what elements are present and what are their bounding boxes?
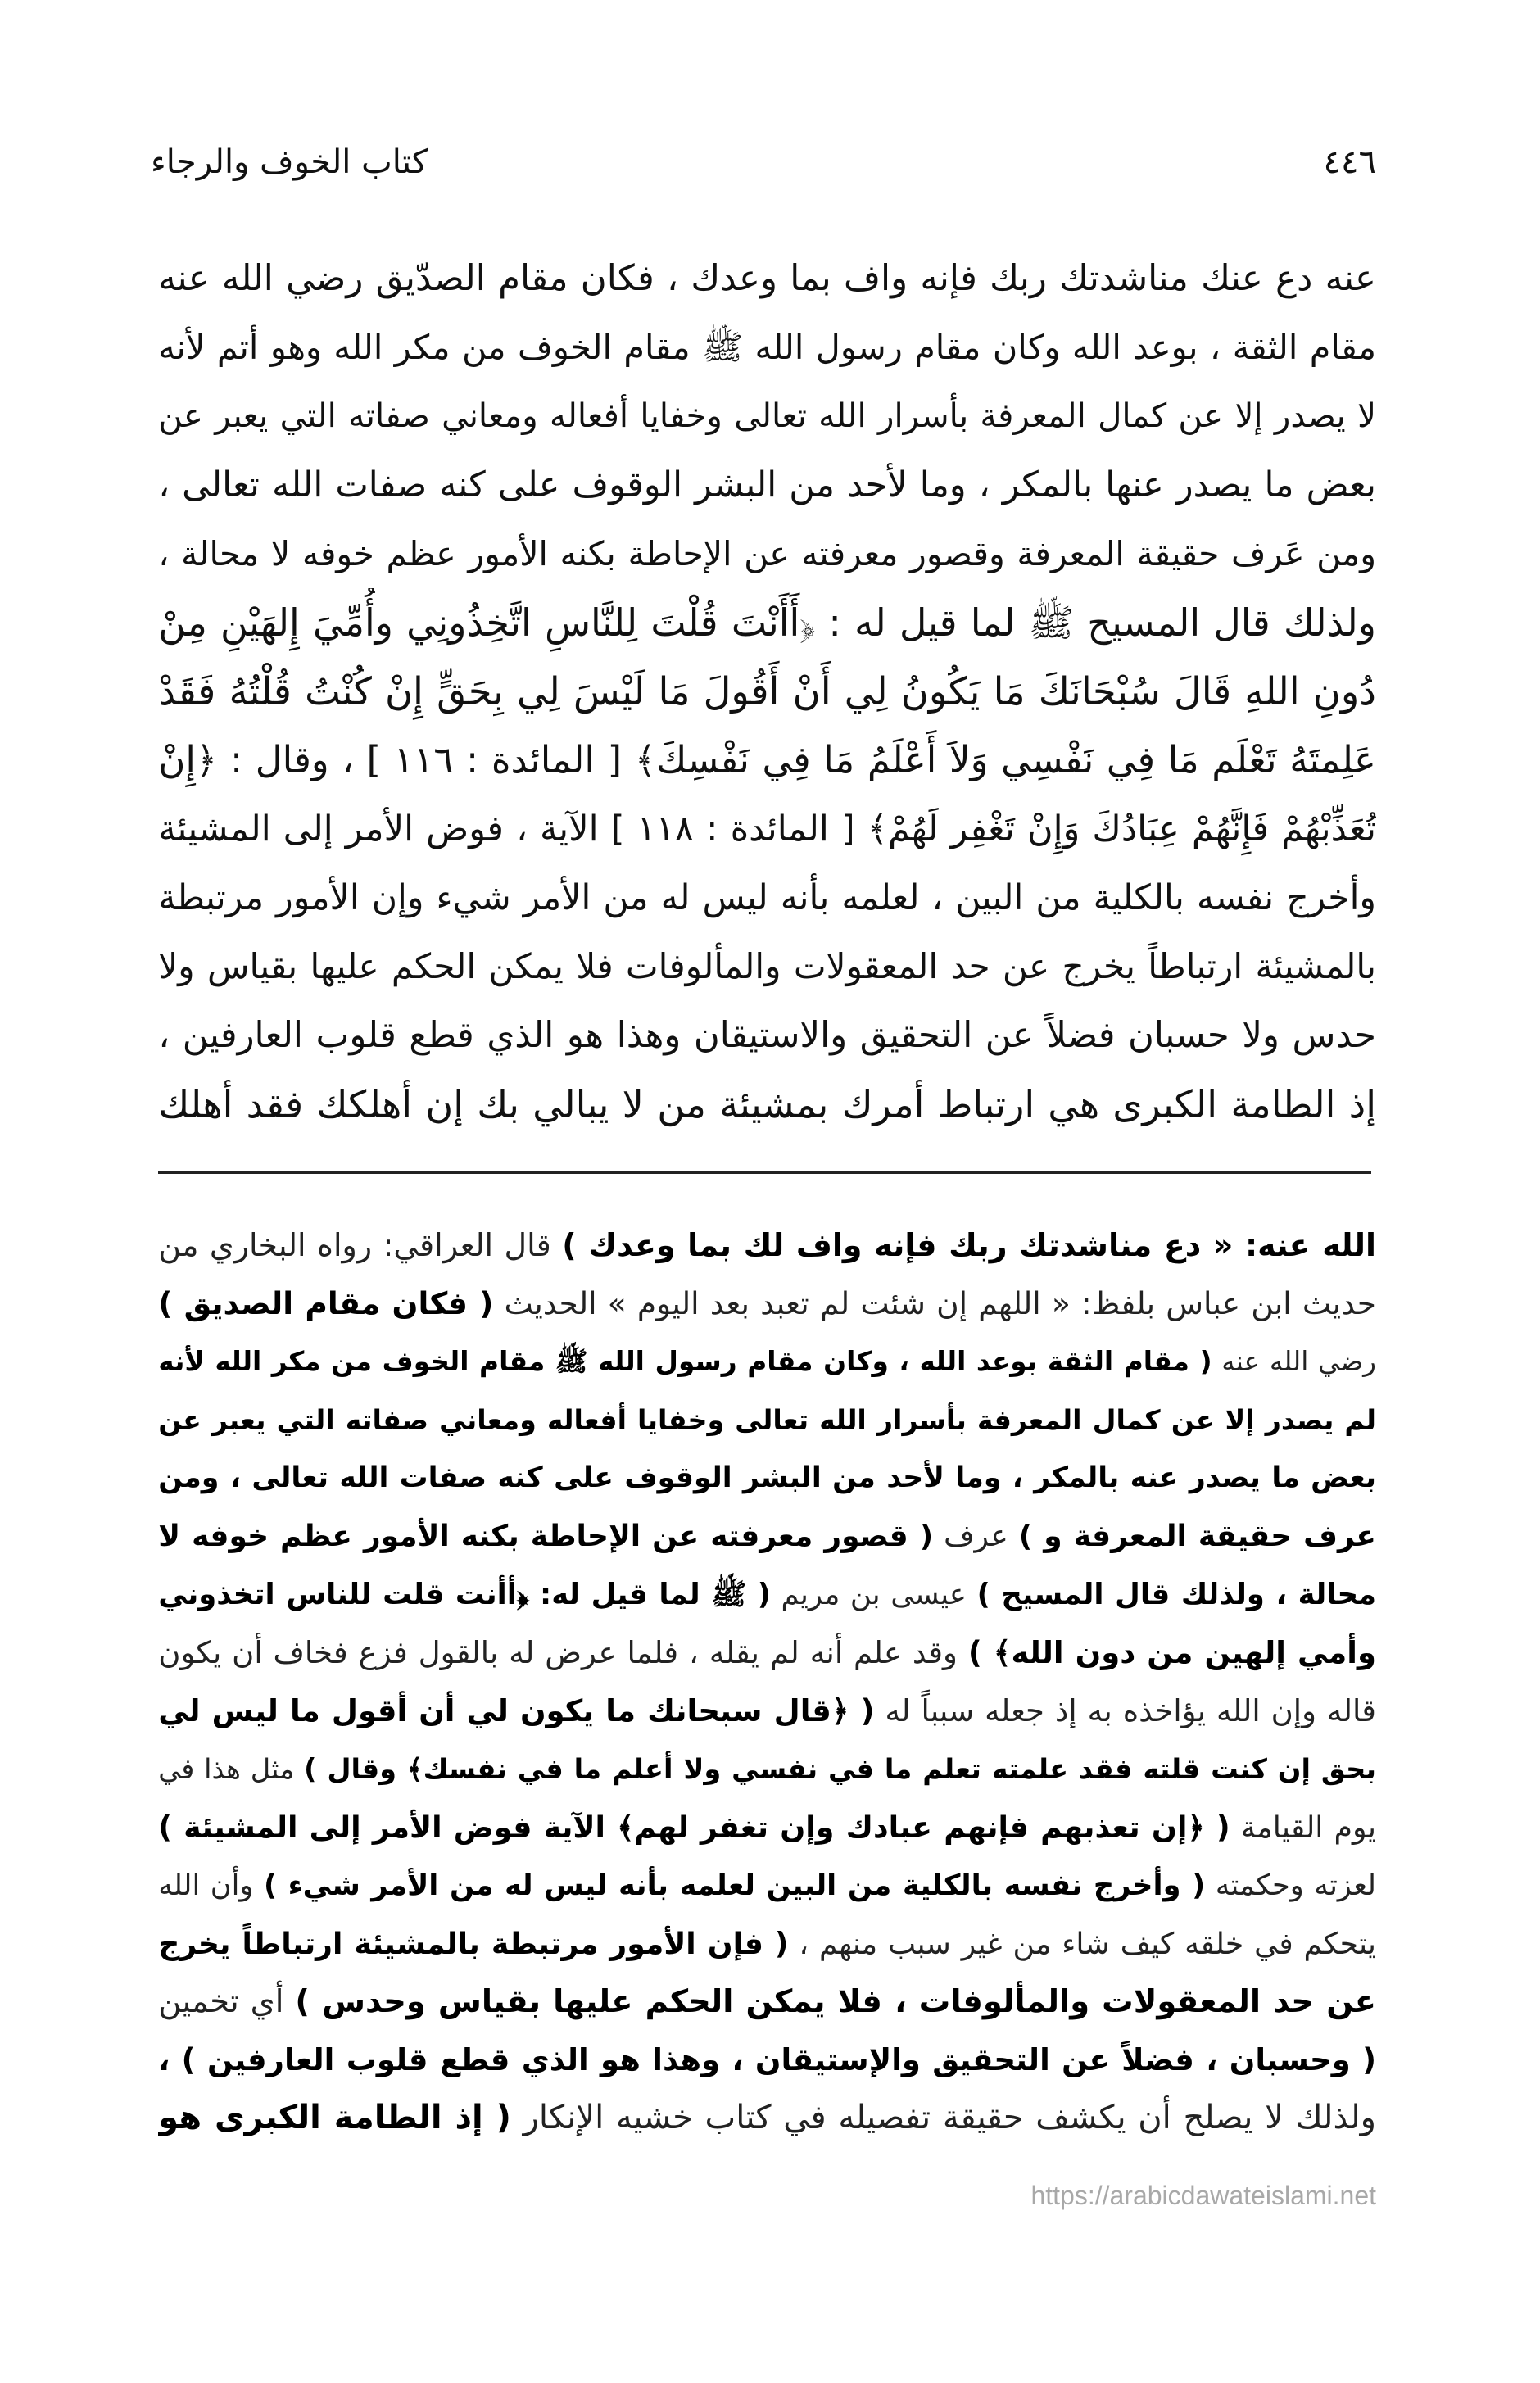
main-text-line-content: بالمشيئة ارتباطاً يخرج عن حد المعقولات والمألوفات فلا يمكن الحكم عليها بقياس ولا <box>158 946 1376 986</box>
main-text-line-content: وأخرج نفسه بالكلية من البين ، لعلمه بأنه ليس له من الأمر شيء وإن الأمور مرتبطة <box>158 877 1376 918</box>
quoted-text: ( ﴿إن تعذبهم فإنهم عبادك وإن تغفر لهم﴾ الآية فوض الأمر إلى المشيئة ) <box>158 1810 1230 1845</box>
main-text-line-content: مقام الثقة ، بوعد الله وكان مقام رسول الله ﷺ مقام الخوف من مكر الله وهو أتم لأنه <box>158 328 1376 367</box>
main-text-line <box>158 863 1376 932</box>
quoted-text: بحق إن كنت قلته فقد علمته تعلم ما في نفسي ولا أعلم ما في نفسك﴾ وقال ) <box>304 1753 1376 1785</box>
footnote-line <box>158 1333 1376 1391</box>
footnote-line <box>158 1973 1376 2031</box>
page-number: ٤٤٦ <box>1323 143 1376 181</box>
commentary-text: عرف <box>944 1520 1008 1553</box>
commentary-text: يتحكم في خلقه كيف شاء من غير سبب منهم ، <box>799 1926 1376 1961</box>
main-text-line <box>158 726 1376 795</box>
footnote-line <box>158 1507 1376 1565</box>
footnote-line <box>158 1216 1376 1275</box>
footnote-line <box>158 1624 1376 1682</box>
quoted-text: ( وحسبان ، فضلاً عن التحقيق والإستيقان ، وهذا هو الذي قطع قلوب العارفين ) ، <box>158 2042 1376 2077</box>
quoted-text: عرف حقيقة المعرفة و ) <box>1018 1520 1376 1553</box>
page-header <box>151 139 1376 185</box>
main-text-line <box>158 244 1376 313</box>
main-text-line <box>158 588 1376 657</box>
quoted-text: ( ﴿قال سبحانك ما يكون لي أن أقول ما ليس لي <box>158 1693 875 1728</box>
footnote-line <box>158 1449 1376 1507</box>
footnote-line <box>158 1565 1376 1624</box>
commentary-text: يوم القيامة <box>1240 1810 1376 1845</box>
commentary-text: رضي الله عنه <box>1221 1346 1376 1377</box>
footnote-line <box>158 1856 1376 1914</box>
quoted-text: لم يصدر إلا عن كمال المعرفة بأسرار الله تعالى وخفايا أفعاله ومعاني صفاته التي يعبر عن <box>158 1404 1376 1436</box>
commentary-text: عيسى بن مريم <box>781 1578 967 1611</box>
footnote-line <box>158 2089 1376 2147</box>
footnote-line <box>158 1682 1376 1740</box>
quoted-text: عن حد المعقولات والمألوفات ، فلا يمكن الحكم عليها بقياس وحدس ) <box>295 1983 1376 2020</box>
quoted-text: ( ﷺ لما قيل له: ﴿أأنت قلت للناس اتخذوني <box>158 1578 771 1611</box>
footnote-line <box>158 1798 1376 1856</box>
main-text-line <box>158 313 1376 382</box>
main-text-line <box>158 1001 1376 1070</box>
main-text-line <box>158 451 1376 519</box>
quoted-text: ( فإن الأمور مرتبطة بالمشيئة ارتباطاً يخرج <box>158 1926 789 1961</box>
footnote-line <box>158 1740 1376 1798</box>
footnote-line <box>158 1914 1376 1973</box>
main-text-line-content: إذ الطامة الكبرى هي ارتباط أمرك بمشيئة من لا يبالي بك إن أهلكك فقد أهلك <box>158 1082 1376 1126</box>
main-text-line-content: بعض ما يصدر عنها بالمكر ، وما لأحد من البشر الوقوف على كنه صفات الله تعالى ، <box>158 464 1376 505</box>
main-text-line-content: دُونِ اللهِ قَالَ سُبْحَانَكَ مَا يَكُونُ لِي أَنْ أَقُولَ مَا لَيْسَ لِي بِحَقٍّ إِنْ كُنْتُ قُلْتُهُ فَقَدْ <box>158 669 1376 714</box>
commentary-text: مثل هذا في <box>158 1753 295 1785</box>
commentary-text: وأن الله <box>158 1869 254 1902</box>
footnote-line <box>158 2031 1376 2089</box>
quoted-text: ( قصور معرفته عن الإحاطة بكنه الأمور عظم خوفه لا <box>158 1520 934 1553</box>
quoted-text: ( وأخرج نفسه بالكلية من البين لعلمه بأنه ليس له من الأمر شيء ) <box>263 1869 1206 1902</box>
commentary-text: وقد علم أنه لم يقله ، فلما عرض له بالقول فزع فخاف أن يكون <box>158 1635 958 1670</box>
commentary-text: حديث ابن عباس بلفظ: « اللهم إن شئت لم تعبد بعد اليوم » الحديث <box>504 1285 1376 1321</box>
footnote-separator <box>158 1171 1371 1174</box>
commentary-text: قاله وإن الله يؤاخذه به إذ جعله سبباً له <box>885 1693 1376 1728</box>
commentary-footnote <box>158 1216 1376 2147</box>
commentary-text: لعزته وحكمته <box>1215 1869 1376 1902</box>
commentary-text: قال العراقي: رواه البخاري من <box>158 1227 551 1263</box>
main-text-line <box>158 519 1376 588</box>
quoted-text: ( إذ الطامة الكبرى هو <box>158 2099 511 2136</box>
quoted-text: الله عنه: « دع مناشدتك ربك فإنه واف لك بما وعدك ) <box>562 1227 1376 1263</box>
main-text-line-content: حدس ولا حسبان فضلاً عن التحقيق والاستيقان وهذا هو الذي قطع قلوب العارفين ، <box>158 1015 1376 1056</box>
watermark-url: https://arabicdawateislami.net <box>1030 2181 1376 2210</box>
main-text-line <box>158 382 1376 451</box>
main-text-line <box>158 1070 1376 1139</box>
main-text-line <box>158 932 1376 1001</box>
quoted-text: محالة ، ولذلك قال المسيح ) <box>976 1578 1376 1611</box>
book-title: كتاب الخوف والرجاء <box>151 143 428 181</box>
main-text-line-content: لا يصدر إلا عن كمال المعرفة بأسرار الله تعالى وخفايا أفعاله ومعاني صفاته التي يعبر عن <box>158 396 1376 435</box>
footnote-line <box>158 1275 1376 1333</box>
main-text-line-content: عَلِمتَهُ تَعْلَم مَا فِي نَفْسِي وَلاَ أَعْلَمُ مَا فِي نَفْسِكَ﴾ [ المائدة : ١١٦ ] ، وقال : ﴿إِنْ <box>158 738 1376 781</box>
main-text-line-content: ولذلك قال المسيح ﷺ لما قيل له : ﴿أَأَنْتَ قُلْتَ لِلنَّاسِ اتَّخِذُونِي وأُمِّيَ إِلهَيْنِ مِنْ <box>158 600 1376 645</box>
quoted-text: وأمي إلهين من دون الله﴾ ) <box>967 1635 1376 1670</box>
commentary-text: أي تخمين <box>158 1983 284 2020</box>
main-text-line <box>158 657 1376 726</box>
main-text-line <box>158 795 1376 863</box>
main-text <box>158 244 1376 1139</box>
footnote-line <box>158 1391 1376 1449</box>
main-text-line-content: ومن عَرف حقيقة المعرفة وقصور معرفته عن الإحاطة بكنه الأمور عظم خوفه لا محالة ، <box>158 534 1376 573</box>
main-text-line-content: عنه دع عنك مناشدتك ربك فإنه واف بما وعدك ، فكان مقام الصدّيق رضي الله عنه <box>158 258 1376 299</box>
commentary-text: ولذلك لا يصلح أن يكشف حقيقة تفصيله في كتاب خشيه الإنكار <box>523 2099 1376 2136</box>
quoted-text: ( مقام الثقة بوعد الله ، وكان مقام رسول الله ﷺ مقام الخوف من مكر الله لأنه <box>158 1346 1212 1377</box>
quoted-text: بعض ما يصدر عنه بالمكر ، وما لأحد من البشر الوقوف على كنه صفات الله تعالى ، ومن <box>158 1461 1376 1494</box>
quoted-text: ( فكان مقام الصديق ) <box>158 1285 494 1321</box>
main-text-line-content: تُعَذِّبْهُمْ فَإِنَّهُمْ عِبَادُكَ وَإِنْ تَغْفِر لَهُمْ﴾ [ المائدة : ١١٨ ] الآية ، فوض الأمر إلى المشيئة <box>158 809 1376 849</box>
